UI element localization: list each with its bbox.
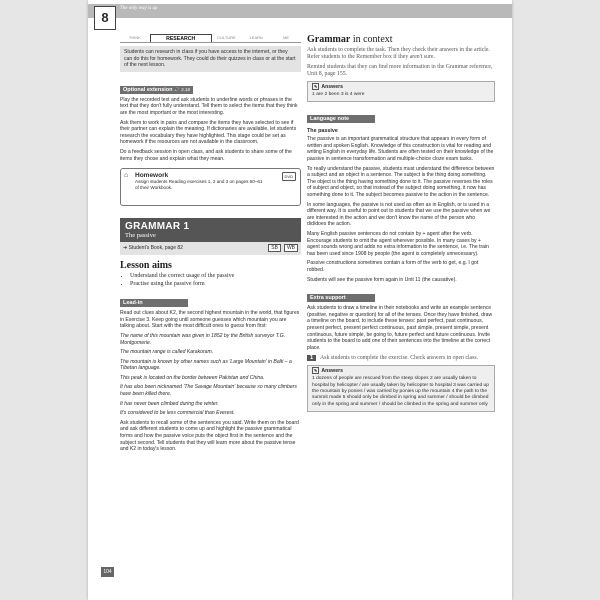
answers-title-2: Answers: [321, 368, 343, 375]
grammar-word: Grammar: [307, 34, 351, 45]
right-column: [307, 34, 495, 417]
audio-track: 2.18: [181, 86, 190, 92]
workbook-badge: DVD: [282, 172, 296, 181]
grammar-context-p1: Ask students to complete the task. Then they check their answers in the article. Refer students to the Remember box if they aren't sure.: [307, 47, 490, 60]
lesson-aims-list: [120, 273, 301, 288]
tab-me: ME: [283, 35, 290, 40]
lead-in-clue: It's considered to be less commercial than Everest.: [120, 410, 235, 417]
answers-icon: ✎: [314, 84, 318, 89]
homework-text: Assign students Reading exercises 1, 2 and 3 on pages 60–61 of their Workbook.: [135, 179, 263, 191]
answers-title: Answers: [321, 84, 343, 90]
language-note-paragraph: Students will see the passive form again in Unit 11 (the causative).: [307, 276, 457, 283]
lesson-aims-title: Lesson aims: [120, 260, 172, 272]
grammar-context-p2: Remind students that they can find more information in the Grammar reference, Unit 8, page 155.: [307, 64, 493, 77]
running-title: The only way is up: [120, 6, 158, 11]
in-context-word: in context: [350, 34, 393, 45]
language-note-paragraph: Many English passive sentences do not contain by + agent after the verb. Encourage students to omit the agent wherever possible. In many cases by + agent sounds wrong and adds no extra information to the sentence, i.e. The train has been used since 1908 by people (the agent is completely unnecessary).: [307, 231, 489, 257]
sb-icon: SB: [268, 244, 281, 252]
tab-learn: LEARN: [249, 35, 263, 40]
lead-in-clue: The mountain is known by other names such as 'Large Mountain' in Balti – a Tibetan language.: [120, 358, 292, 372]
exercise-text: Ask students to complete the exercise. Check answers in open class.: [320, 355, 479, 362]
tab-research: RESEARCH: [150, 34, 212, 42]
extra-support-heading: Extra support: [307, 294, 375, 302]
grammar-in-context-title: [307, 34, 495, 45]
lead-in-clue: It has also been nicknamed 'The Savage Mountain' because so many climbers have been killed there.: [120, 384, 297, 398]
audio-icon: 🔊: [174, 86, 180, 92]
answers-heading: [312, 84, 490, 90]
language-note-paragraph: To really understand the passive, students must understand the difference between a subject and an object in a sentence. The subject is the thing doing something. The object is the thing having something done to it. The passive reverses the roles of subject and object, so that instead of the subject doing something, it now has something done to it. The subject becomes passive to the action in the sentence.: [307, 165, 495, 199]
extension-paragraph: Play the recorded text and ask students to underline words or phrases in the text that they don't fully understand. Tell them to select the items that they think are the most important or the most interesting.: [120, 96, 298, 116]
wb-icon: WB: [284, 244, 298, 252]
left-column: [120, 34, 301, 456]
language-note-paragraph: In some languages, the passive is not used as often as in English, or is used in a different way. It is useful to point out to students that we use the passive when we are interested in the action and we don't know the name of the person who did/does the action.: [307, 201, 491, 228]
language-note-heading: Language note: [307, 115, 375, 123]
lead-in-clue: This peak is located on the border between Pakistan and China.: [120, 374, 265, 381]
house-icon: ⌂: [124, 172, 129, 180]
lead-in-clue: The mountain range is called Karakoram.: [120, 349, 214, 356]
exercise-number: 1: [307, 355, 316, 361]
resource-icons: [268, 244, 298, 252]
extra-support-text: Ask students to draw a timeline in their notebooks and write an example sentence (positive, negative or question) for all of the tenses. Once they have finished, draw a timeline on the board, to include these tenses: past perfect, past continuous, present perfect, present perfect continuous, past simple, present simple, present continuous, future simple, be going to, future perfect and future continuous. Invite students to the board to add one of their sentences into the timeline at the correct place.: [307, 305, 493, 351]
optional-extension-heading: [120, 86, 193, 94]
optional-extension-title: Optional extension: [123, 86, 173, 93]
answers-box: [307, 81, 495, 102]
grammar-subtitle: The passive: [125, 232, 156, 240]
tab-culture: CULTURE: [217, 35, 236, 40]
page-number: 104: [101, 567, 114, 577]
exercise-1: [307, 355, 495, 362]
answers-icon: ✎: [314, 368, 318, 374]
page: [88, 0, 512, 600]
lead-in-clue: The name of this mountain was given in 1852 by the British surveyor T.G. Montgomerie.: [120, 332, 286, 346]
research-text: Students can research in class if you have access to the internet, or they can do this for homework. They could do their quizzes in class or at the start of the next lesson.: [124, 49, 296, 69]
grammar-banner: [120, 218, 301, 242]
answers-heading-2: [312, 368, 490, 374]
students-book-label: Student's Book, page 82: [128, 245, 183, 252]
students-book-ref: [120, 242, 301, 255]
homework-title: Homework: [135, 172, 169, 180]
language-note-subheading: The passive: [307, 128, 338, 135]
lesson-aim: • Understand the correct usage of the passive: [130, 273, 301, 281]
grammar-title: GRAMMAR 1: [125, 221, 190, 233]
lesson-aim: • Practise using the passive form: [130, 281, 301, 289]
lead-in-outro: Ask students to recall some of the sentences you said. Write them on the board and ask different students to come up and highlight the passive grammatical forms and how the passive voice puts the object first in the sentence and the subject second. Tell students that they will learn more about the passive tense and K2 in today's lesson.: [120, 419, 299, 453]
answers-box-2: [307, 365, 495, 411]
language-note-paragraph: The passive is an important grammatical structure that appears in every form of written and spoken English. Knowledge of this construction is vital for reading and writing English in everyday life. Students are often tested on their knowledge of the passive in sentence transformation and multiple-choice cloze exam tasks.: [307, 136, 494, 163]
extension-paragraph: Ask them to work in pairs and compare the items they have selected to see if their partner can explain the meaning. If dictionaries are available, let students research the vocabulary they have highlighted. This stage could be set as homework if the resources are not available in the classroom.: [120, 119, 297, 146]
section-tabs: [120, 34, 301, 43]
lead-in-clue: It has never been climbed during the winter.: [120, 400, 219, 407]
lead-in-intro: Read out clues about K2, the second highest mountain in the world, that figures in Exercise 3. Keep going until someone guesses which mountain you are talking about. Start with the most difficult ones to guess from first:: [120, 310, 300, 330]
answers-text: 1 are 2 been 3 is 4 were: [312, 92, 365, 97]
extension-paragraph: Do a feedback session in open class, and ask students to share some of the items they chose and explain what they mean.: [120, 148, 292, 162]
running-header: [88, 4, 512, 18]
unit-number: 8: [94, 6, 116, 30]
students-book-text: ➜ Student's Book, page 82: [123, 245, 183, 252]
language-note-paragraph: Passive constructions sometimes contain a form of the verb to get, e.g. I got robbed.: [307, 260, 479, 273]
tab-think: THINK: [128, 35, 141, 40]
homework-box: [120, 168, 301, 206]
research-box: [120, 46, 301, 72]
answers-text-2: 1 dozens of people are rescued from the steep slopes 2 are usually taken to hospital by helicopter / are usually taken by helicopter to hospital 3 was carried up the mountain by ponies / was carried by ponies up the mountain 4 the path to the summit made 5 should only be climbed in spring and summer / should be climbed only in the spring and summer / should be climbed in the spring and summer only: [312, 376, 489, 407]
lead-in-heading: Lead-in: [120, 299, 188, 307]
